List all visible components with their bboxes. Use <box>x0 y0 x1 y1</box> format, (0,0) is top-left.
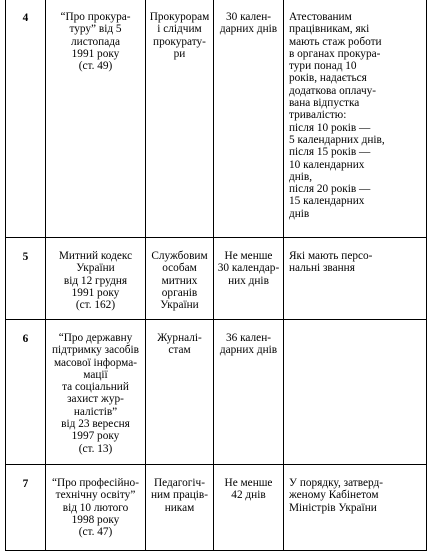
table-row <box>6 0 427 238</box>
law-cell <box>46 465 146 551</box>
row-number: 4 <box>22 12 29 24</box>
category-text: Журналі- стам <box>157 332 202 357</box>
category-cell <box>146 0 214 238</box>
law-cell <box>46 238 146 320</box>
conditions-text <box>284 320 426 332</box>
category-cell <box>146 320 214 465</box>
law-text: “Про професійно- технічну освіту” від 10 лютого 1998 року (ст. 47) <box>52 477 139 539</box>
category-text: Прокурорам і слідчим прокурату- ри <box>149 11 210 60</box>
conditions-cell <box>284 320 427 465</box>
category-cell <box>146 465 214 551</box>
category-cell <box>146 238 214 320</box>
duration-text: Не менше 42 днів <box>224 477 273 502</box>
table-row <box>6 465 427 551</box>
row-number: 7 <box>22 478 29 490</box>
category-text: Службовим особам митних органів України <box>151 250 208 312</box>
duration-cell <box>214 465 284 551</box>
row-number-cell <box>6 238 46 320</box>
law-text: Митний кодекс України від 12 грудня 1991 року (ст. 162) <box>58 250 133 312</box>
table-row <box>6 238 427 320</box>
row-number-cell <box>6 0 46 238</box>
law-text: “Про прокура- туру” від 5 листопада 1991 року (ст. 49) <box>60 11 131 73</box>
category-text: Педагогіч- ним праців- никам <box>150 477 209 514</box>
duration-text: Не менше 30 календар- них днів <box>217 250 280 287</box>
conditions-text: Які мають персо- нальні звання <box>289 250 373 275</box>
row-number-cell <box>6 465 46 551</box>
conditions-text: Атестованим працівникам, які мають стаж роботи в органах прокура- тури понад 10 років, надається додаткова оплачу- вана відпустка тривалістю: після 10 років — 5 календарних днів, після 15 років — 10 календарних днів, після 20 років — 15 календарних днів <box>289 11 385 220</box>
law-cell <box>46 320 146 465</box>
conditions-cell <box>284 465 427 551</box>
conditions-cell <box>284 0 427 238</box>
row-number: 5 <box>22 251 29 263</box>
duration-text: 36 кален- дарних днів <box>219 332 278 357</box>
row-number: 6 <box>22 333 29 345</box>
table-row <box>6 320 427 465</box>
law-text: “Про державну підтримку засобів масової інформа- мації та соціальний захист жур- налістів” від 23 вересня 1997 року (ст. 13) <box>51 332 139 455</box>
leave-table <box>5 0 427 551</box>
duration-cell <box>214 320 284 465</box>
law-cell <box>46 0 146 238</box>
conditions-text: У порядку, затверд- женому Кабінетом Міністрів України <box>289 477 384 514</box>
duration-cell <box>214 0 284 238</box>
duration-text: 30 кален- дарних днів <box>219 11 278 36</box>
row-number-cell <box>6 320 46 465</box>
conditions-cell <box>284 238 427 320</box>
duration-cell <box>214 238 284 320</box>
